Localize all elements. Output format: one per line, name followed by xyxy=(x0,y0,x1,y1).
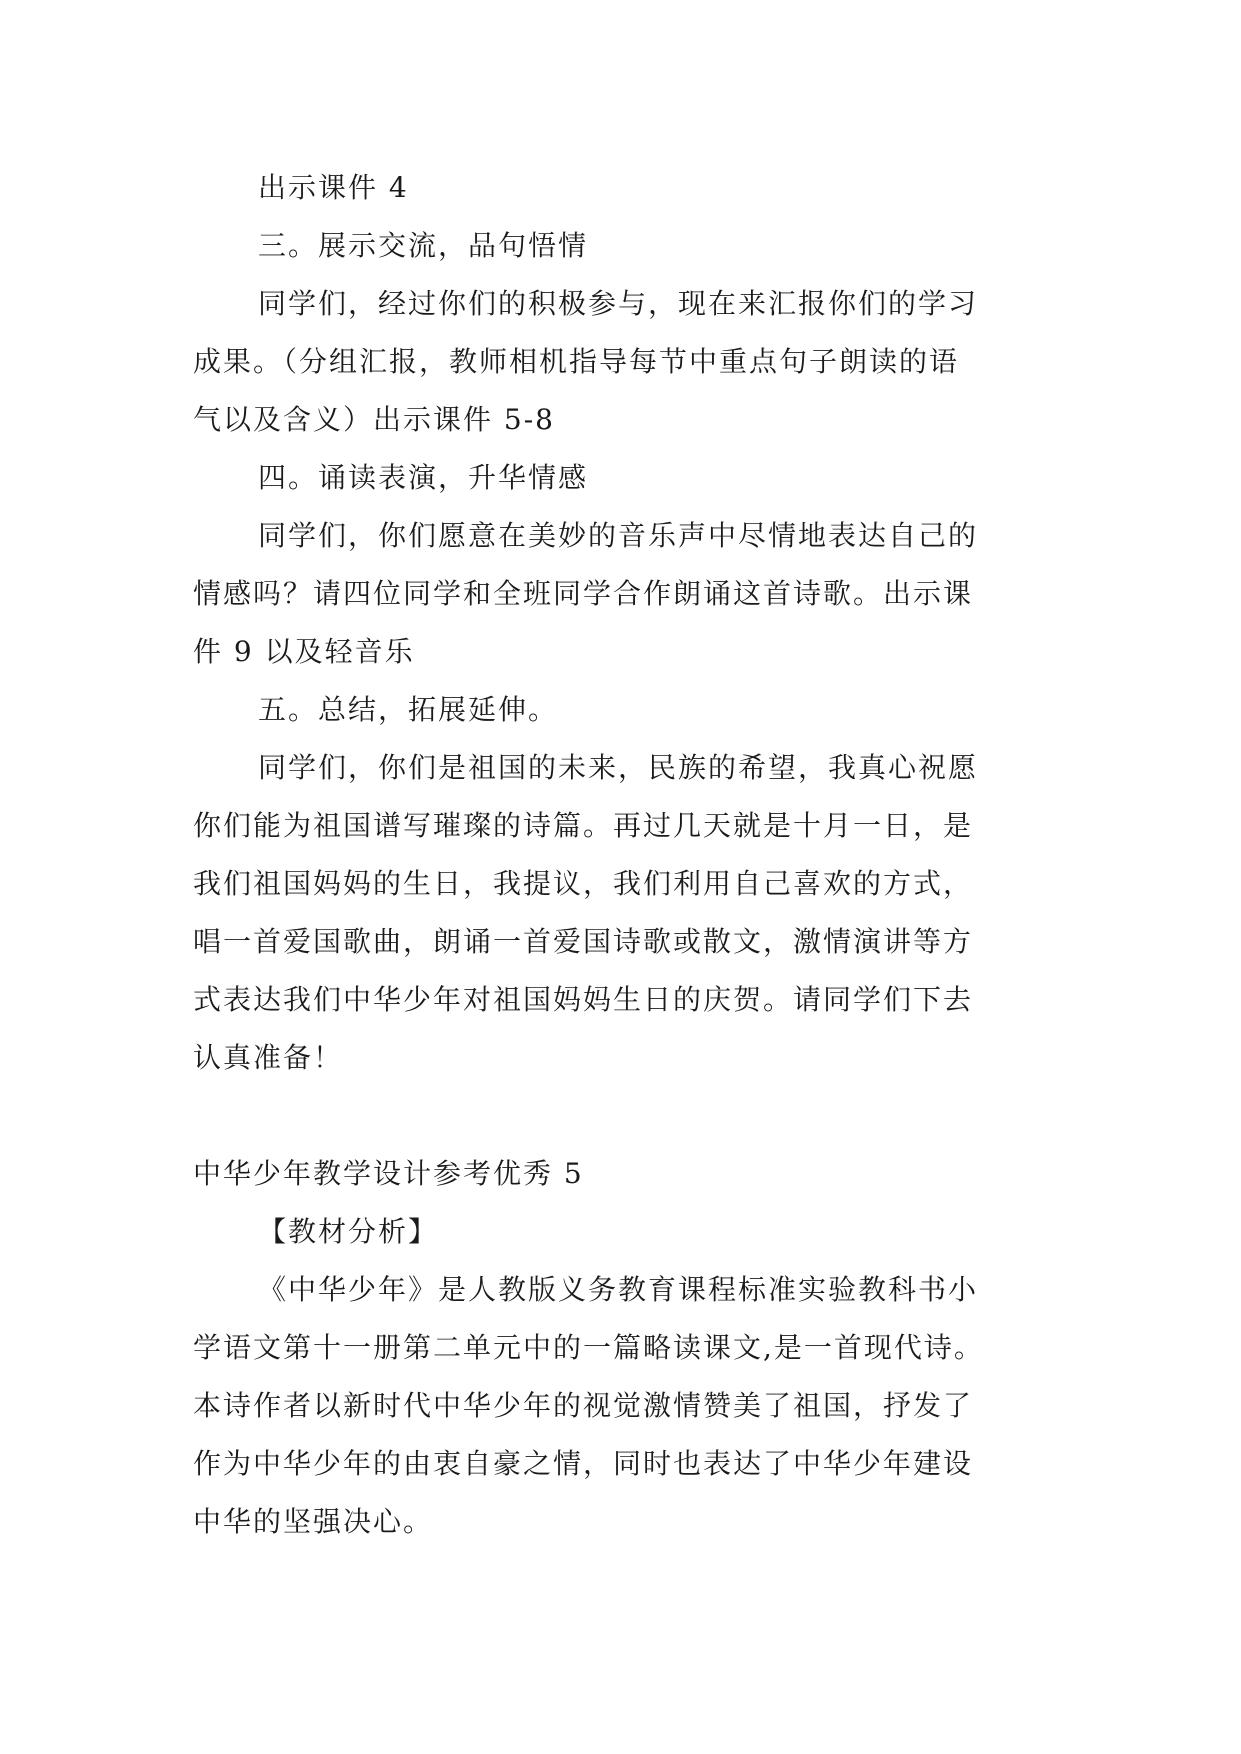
text-line: 同学们，你们是祖国的未来，民族的希望，我真心祝愿 xyxy=(258,751,979,784)
text-line: 《中华少年》是人教版义务教育课程标准实验教科书小 xyxy=(258,1273,979,1306)
text-line: 成果。（分组汇报，教师相机指导每节中重点句子朗读的语 xyxy=(193,345,960,378)
text-line: 件 9 以及轻音乐 xyxy=(193,635,415,668)
text-line: 唱一首爱国歌曲，朗诵一首爱国诗歌或散文，激情演讲等方 xyxy=(193,925,974,958)
text-line: 情感吗？请四位同学和全班同学合作朗诵这首诗歌。出示课 xyxy=(193,577,974,610)
section-heading: 三。展示交流，品句悟情 xyxy=(258,229,589,262)
text-line: 我们祖国妈妈的生日，我提议，我们利用自己喜欢的方式， xyxy=(193,867,974,900)
text-line: 你们能为祖国谱写璀璨的诗篇。再过几天就是十月一日，是 xyxy=(193,809,974,842)
text-line: 出示课件 4 xyxy=(258,171,409,204)
section-heading: 四。诵读表演，升华情感 xyxy=(258,461,589,494)
text-line: 同学们，经过你们的积极参与，现在来汇报你们的学习 xyxy=(258,287,979,320)
text-line: 中华的坚强决心。 xyxy=(193,1505,434,1538)
text-line: 本诗作者以新时代中华少年的视觉激情赞美了祖国，抒发了 xyxy=(193,1389,974,1422)
text-line: 作为中华少年的由衷自豪之情，同时也表达了中华少年建设 xyxy=(193,1447,974,1480)
section-heading: 五。总结，拓展延伸。 xyxy=(258,693,559,726)
text-line: 气以及含义）出示课件 5-8 xyxy=(193,403,555,436)
document-title: 中华少年教学设计参考优秀 5 xyxy=(193,1157,584,1190)
section-heading: 【教材分析】 xyxy=(258,1215,439,1248)
text-line: 同学们，你们愿意在美妙的音乐声中尽情地表达自己的 xyxy=(258,519,979,552)
text-line: 式表达我们中华少年对祖国妈妈生日的庆贺。请同学们下去 xyxy=(193,983,974,1016)
text-line: 认真准备！ xyxy=(193,1041,344,1074)
text-line: 学语文第十一册第二单元中的一篇略读课文,是一首现代诗。 xyxy=(193,1331,984,1364)
